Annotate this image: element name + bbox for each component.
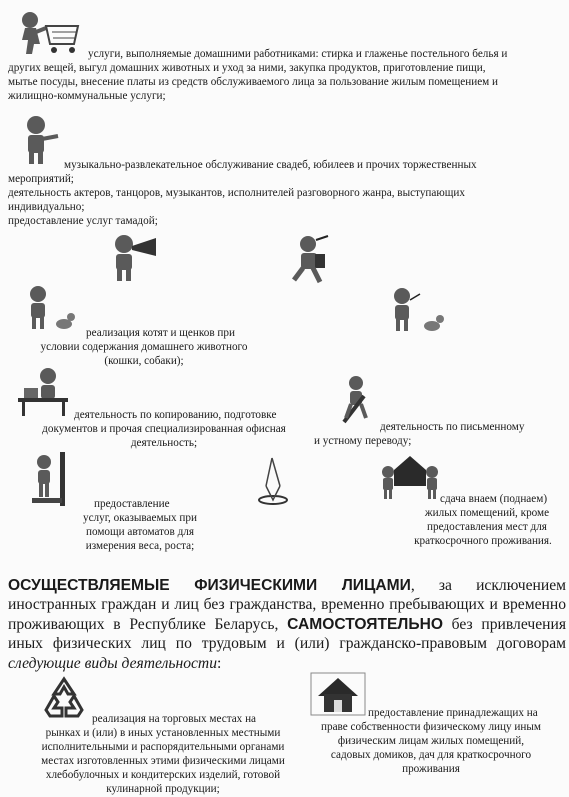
figure-with-pet-icon bbox=[22, 284, 78, 334]
figure-at-desk-icon bbox=[14, 366, 74, 418]
domestic-services-line-4: жилищно-коммунальные услуги; bbox=[8, 90, 166, 102]
entertainment-line-1: музыкально-развлекательное обслуживание свадеб, юбилеев и прочих торжественных bbox=[64, 159, 477, 171]
scales-line-4: измерения веса, роста; bbox=[85, 540, 195, 552]
bakery-line-4: местах изготовленных этими физическими лицами bbox=[41, 755, 285, 767]
scales-line-1: предоставление bbox=[94, 498, 170, 510]
running-figure-icon bbox=[286, 234, 336, 286]
heading-italic: следующие виды деятельности bbox=[8, 654, 217, 672]
desk-lamp-icon bbox=[256, 456, 290, 506]
bakery-line-2: рынках и (или) в иных установленных местными bbox=[45, 727, 281, 739]
scales-line-2: услуг, оказываемых при bbox=[82, 512, 198, 524]
housing-line-2: праве собственности физическому лицу иным bbox=[320, 721, 541, 733]
heading-bold-1: ОСУЩЕСТВЛЯЕМЫЕ ФИЗИЧЕСКИМИ ЛИЦАМИ bbox=[8, 577, 411, 594]
domestic-services-line-2: других вещей, выгул домашних животных и уход за ними, закупка продуктов, приготовление пищи, bbox=[8, 62, 486, 74]
housing-line-5: проживания bbox=[402, 763, 460, 775]
heading-paragraph bbox=[8, 576, 566, 673]
bakery-line-1: реализация на торговых местах на bbox=[92, 713, 257, 725]
scales-line-3: помощи автоматов для bbox=[85, 526, 195, 538]
translate-line-1: деятельность по письменному bbox=[380, 421, 525, 433]
entertainment-line-5: предоставление услуг тамадой; bbox=[8, 215, 158, 227]
rent-line-1: сдача внаем (поднаем) bbox=[440, 493, 548, 505]
office-line-2: документов и прочая специализированная офисная bbox=[42, 423, 286, 435]
heading-text-1: , за исключением иностранных граждан и лиц без гражданства, временно пребывающих и временно проживающих в Республике Беларусь, bbox=[8, 577, 566, 633]
entertainment-line-2: мероприятий; bbox=[8, 173, 74, 185]
bakery-line-5: хлебобулочных и кондитерских изделий, готовой bbox=[45, 769, 281, 781]
entertainment-line-3: деятельность актеров, танцоров, музыкантов, исполнителей разговорного жанра, выступающих bbox=[8, 187, 465, 199]
pets-line-2: условии содержания домашнего животного bbox=[40, 341, 248, 353]
translate-line-2: и устному переводу; bbox=[314, 435, 412, 447]
bakery-line-6: кулинарной продукции; bbox=[106, 783, 220, 795]
heading-text-3: : bbox=[217, 654, 222, 672]
recycle-figures-icon bbox=[40, 676, 88, 722]
domestic-services-line-1: услуги, выполняемые домашними работниками: стирка и глаженье постельного белья и bbox=[88, 48, 508, 60]
housing-line-3: физическим лицам жилых помещений, bbox=[337, 735, 525, 747]
pets-line-3: (кошки, собаки); bbox=[104, 355, 184, 367]
figure-on-scales-icon bbox=[28, 452, 70, 508]
heading-text-2: без привлечения иных физических лиц по трудовым и (или) гражданско-правовым договорам bbox=[8, 615, 566, 653]
figure-walking-dog-icon bbox=[386, 286, 446, 336]
figure-with-pen-icon bbox=[336, 374, 376, 424]
megaphone-figure-icon bbox=[106, 232, 166, 284]
housing-line-1: предоставление принадлежащих на bbox=[368, 707, 538, 719]
pets-line-1: реализация котят и щенков при bbox=[86, 327, 235, 339]
domestic-services-line-3: мытье посуды, внесение платы из средств обслуживаемого лица за пользование жилым помещением и bbox=[8, 76, 499, 88]
house-in-frame-icon bbox=[310, 672, 366, 716]
housing-line-4: садовых домиков, дач для краткосрочного bbox=[330, 749, 532, 761]
shopping-cart-figure-icon bbox=[16, 10, 82, 58]
figures-carrying-house-icon bbox=[380, 450, 440, 502]
pointing-figure-icon bbox=[18, 114, 64, 166]
heading-bold-2: САМОСТОЯТЕЛЬНО bbox=[287, 615, 443, 633]
rent-line-2: жилых помещений, кроме bbox=[424, 507, 550, 519]
rent-line-4: краткосрочного проживания. bbox=[414, 535, 552, 547]
office-line-1: деятельность по копированию, подготовке bbox=[74, 409, 277, 421]
bakery-line-3: исполнительными и распорядительными органами bbox=[41, 741, 285, 753]
office-line-3: деятельность; bbox=[130, 437, 198, 449]
rent-line-3: предоставления мест для bbox=[427, 521, 547, 533]
entertainment-line-4: индивидуально; bbox=[8, 201, 85, 213]
